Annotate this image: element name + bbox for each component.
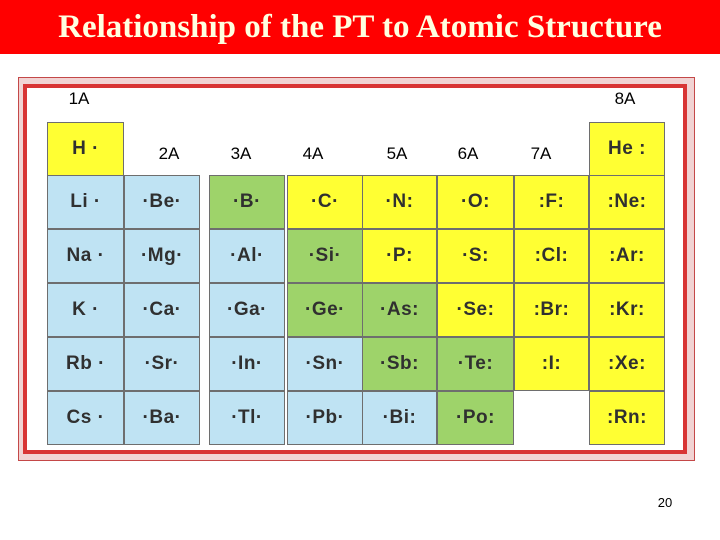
lewis-symbol-as: ·As: [380, 299, 419, 320]
group-label-5a: 5A [386, 144, 408, 163]
lewis-symbol-ba: ·Ba· [142, 407, 182, 428]
lewis-symbol-be: ·Be· [142, 191, 182, 212]
lewis-symbol-xe: :Xe: [608, 353, 646, 374]
element-cell-br [514, 283, 589, 337]
lewis-symbol-h: H · [72, 138, 99, 159]
lewis-symbol-tl: ·Tl· [231, 407, 263, 428]
lewis-symbol-ne: :Ne: [607, 191, 647, 212]
element-cell-sr [124, 337, 200, 391]
element-cell-o [437, 175, 514, 229]
element-cell-p [362, 229, 437, 283]
lewis-symbol-ca: ·Ca· [142, 299, 182, 320]
lewis-symbol-ge: ·Ge· [305, 299, 345, 320]
lewis-symbol-n: ·N: [385, 191, 414, 212]
lewis-symbol-rb: Rb · [66, 353, 105, 374]
lewis-symbol-he: He : [608, 138, 646, 159]
lewis-symbol-na: Na · [66, 245, 105, 266]
lewis-symbol-in: ·In· [231, 353, 263, 374]
element-cell-cl [514, 229, 589, 283]
lewis-symbol-ga: ·Ga· [227, 299, 267, 320]
element-cell-rb [47, 337, 124, 391]
lewis-symbol-br: :Br: [533, 299, 570, 320]
element-cell-se [437, 283, 514, 337]
element-cell-i [514, 337, 589, 391]
group-label-4a: 4A [302, 144, 324, 163]
element-cell-mg [124, 229, 200, 283]
element-cell-bi [362, 391, 437, 445]
element-cell-b [209, 175, 285, 229]
group-label-8a: 8A [605, 89, 645, 109]
lewis-symbol-o: ·O: [461, 191, 490, 212]
group-label-1a: 1A [60, 89, 98, 109]
element-cell-te [437, 337, 514, 391]
element-cell-ge [287, 283, 363, 337]
lewis-symbol-pb: ·Pb· [305, 407, 345, 428]
lewis-symbol-bi: ·Bi: [382, 407, 417, 428]
element-cell-ar [589, 229, 665, 283]
group-label-6a: 6A [457, 144, 479, 163]
element-cell-as [362, 283, 437, 337]
lewis-symbol-si: ·Si· [308, 245, 342, 266]
element-cell-f [514, 175, 589, 229]
lewis-symbol-k: K · [72, 299, 99, 320]
element-cell-al [209, 229, 285, 283]
group-label-7a: 7A [530, 144, 552, 163]
lewis-symbol-cs: Cs · [66, 407, 105, 428]
element-cell-ba [124, 391, 200, 445]
element-cell-k [47, 283, 124, 337]
lewis-symbol-s: ·S: [462, 245, 489, 266]
lewis-symbol-c: ·C· [311, 191, 339, 212]
lewis-symbol-i: :I: [541, 353, 562, 374]
lewis-symbol-kr: :Kr: [609, 299, 645, 320]
lewis-symbol-sn: ·Sn· [305, 353, 345, 374]
lewis-symbol-te: ·Te: [457, 353, 494, 374]
element-cell-he [589, 122, 665, 176]
lewis-symbol-po: ·Po: [456, 407, 495, 428]
element-cell-c [287, 175, 363, 229]
lewis-symbol-ar: :Ar: [609, 245, 645, 266]
lewis-symbol-f: :F: [538, 191, 565, 212]
element-cell-li [47, 175, 124, 229]
element-cell-h [47, 122, 124, 176]
page-number: 20 [657, 495, 673, 510]
element-cell-cs [47, 391, 124, 445]
element-cell-in [209, 337, 285, 391]
element-cell-sb [362, 337, 437, 391]
element-cell-xe [589, 337, 665, 391]
element-cell-tl [209, 391, 285, 445]
element-cell-n [362, 175, 437, 229]
lewis-symbol-sr: ·Sr· [144, 353, 180, 374]
lewis-symbol-rn: :Rn: [607, 407, 647, 428]
element-cell-si [287, 229, 363, 283]
lewis-symbol-p: ·P: [386, 245, 413, 266]
element-cell-s [437, 229, 514, 283]
lewis-symbol-b: ·B· [233, 191, 261, 212]
element-cell-po [437, 391, 514, 445]
lewis-symbol-mg: ·Mg· [140, 245, 184, 266]
element-cell-kr [589, 283, 665, 337]
group-label-3a: 3A [230, 144, 252, 163]
group-label-2a: 2A [158, 144, 180, 163]
lewis-symbol-al: ·Al· [230, 245, 264, 266]
element-cell-pb [287, 391, 363, 445]
lewis-symbol-li: Li · [70, 191, 101, 212]
lewis-symbol-se: ·Se: [456, 299, 495, 320]
lewis-symbol-sb: ·Sb: [380, 353, 419, 374]
lewis-symbol-cl: :Cl: [534, 245, 569, 266]
element-cell-sn [287, 337, 363, 391]
element-cell-rn [589, 391, 665, 445]
slide-title: Relationship of the PT to Atomic Structure [58, 9, 662, 45]
element-cell-na [47, 229, 124, 283]
title-bar [0, 0, 720, 54]
element-cell-be [124, 175, 200, 229]
element-cell-ga [209, 283, 285, 337]
element-cell-ca [124, 283, 200, 337]
element-cell-ne [589, 175, 665, 229]
